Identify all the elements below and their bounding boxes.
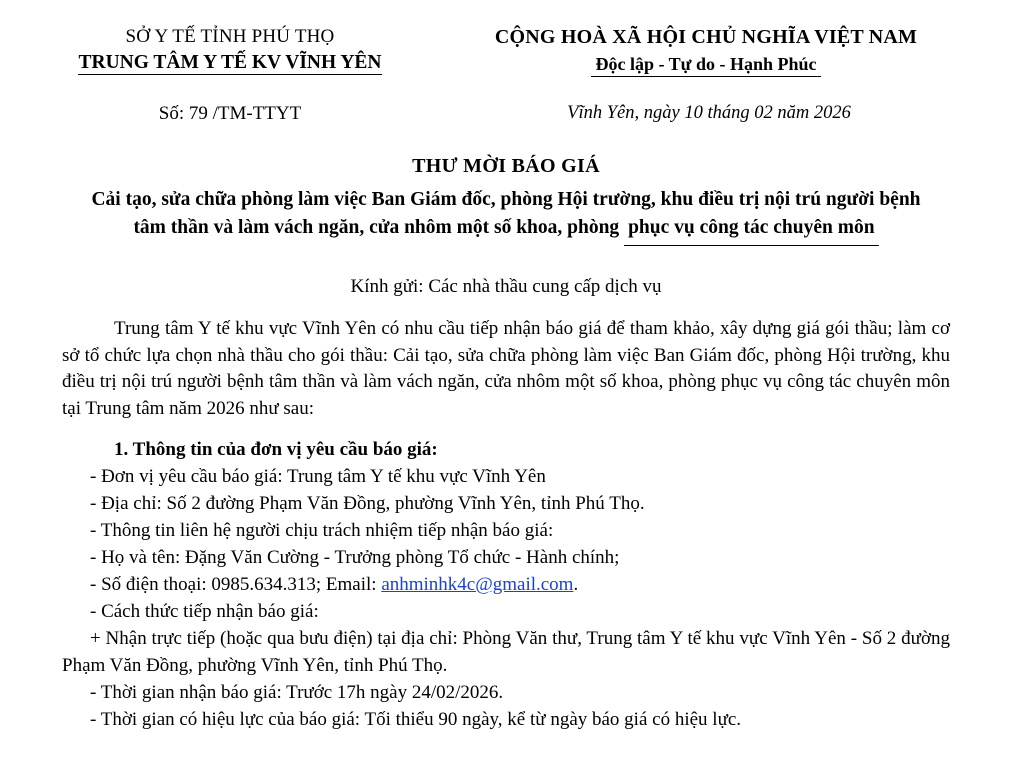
submission-direct: + Nhận trực tiếp (hoặc qua bưu điện) tại địa chỉ: Phòng Văn thư, Trung tâm Y tế khu vực Vĩnh Yên - Số 2 đường Phạm Văn Đồng, phường Vĩnh Yên, tỉnh Phú Thọ. (62, 628, 950, 677)
unit-address: - Địa chỉ: Số 2 đường Phạm Văn Đồng, phường Vĩnh Yên, tỉnh Phú Thọ. (90, 493, 645, 515)
document-body (0, 316, 1012, 735)
recipient-line: Kính gửi: Các nhà thầu cung cấp dịch vụ (350, 275, 662, 297)
document-subtitle (91, 186, 921, 246)
country-name: CỘNG HOÀ XÃ HỘI CHỦ NGHĨA VIỆT NAM (494, 26, 918, 48)
requesting-unit: - Đơn vị yêu cầu báo giá: Trung tâm Y tế khu vực Vĩnh Yên (90, 466, 546, 488)
contact-info-label: - Thông tin liên hệ người chịu trách nhiệm tiếp nhận báo giá: (90, 520, 554, 542)
subtitle-line-3: phục vụ công tác chuyên môn (624, 214, 879, 245)
page-title: THƯ MỜI BÁO GIÁ (412, 155, 600, 177)
contact-person-name: - Họ và tên: Đặng Văn Cường - Trưởng phòng Tổ chức - Hành chính; (90, 547, 620, 569)
quote-validity: - Thời gian có hiệu lực của báo giá: Tối thiểu 90 ngày, kể từ ngày báo giá có hiệu lực. (90, 709, 742, 731)
section-1-heading: 1. Thông tin của đơn vị yêu cầu báo giá: (114, 439, 438, 461)
intro-paragraph: Trung tâm Y tế khu vực Vĩnh Yên có nhu cầu tiếp nhận báo giá để tham khảo, xây dựng giá gói thầu; làm cơ sở tổ chức lựa chọn nhà thầu cho gói thầu: Cải tạo, sửa chữa phòng làm việc Ban Giám đốc, phòng Hội trường, khu điều trị nội trú người bệnh tâm thần và làm vách ngăn, cửa nhôm một số khoa, phòng phục vụ công tác chuyên môn tại Trung tâm năm 2026 như sau: (62, 317, 950, 420)
place-and-date: Vĩnh Yên, ngày 10 tháng 02 năm 2026 (567, 103, 851, 123)
document-title-block (0, 155, 1012, 246)
email-link[interactable]: anhminhk4c@gmail.com (381, 574, 574, 596)
center-name (78, 52, 381, 74)
document-number: Số: 79 /TM-TTYT (158, 103, 302, 124)
issuing-organization (0, 26, 430, 74)
submission-deadline: - Thời gian nhận báo giá: Trước 17h ngày 24/02/2026. (90, 682, 504, 704)
document-header (0, 0, 1012, 77)
national-heading (430, 26, 1012, 77)
document-subheader (0, 103, 1012, 125)
subtitle-line-1: Cải tạo, sửa chữa phòng làm việc Ban Giám đốc, phòng Hội trường, khu điều trị (91, 189, 760, 210)
phone-text: - Số điện thoại: 0985.634.313; Email: (90, 574, 382, 596)
phone-suffix: . (573, 574, 579, 596)
department-name: SỞ Y TẾ TỈNH PHÚ THỌ (125, 26, 335, 47)
contact-phone-email (62, 572, 950, 599)
subtitle-line-2: nội trú người bệnh tâm thần và làm vách ngăn, cửa nhôm một số khoa, phòng (133, 189, 921, 239)
submission-method-label: - Cách thức tiếp nhận báo giá: (90, 601, 319, 623)
national-motto: Độc lập - Tự do - Hạnh Phúc (591, 54, 820, 77)
center-name-text: TRUNG TÂM Y TẾ KV VĨNH YÊN (78, 52, 382, 73)
